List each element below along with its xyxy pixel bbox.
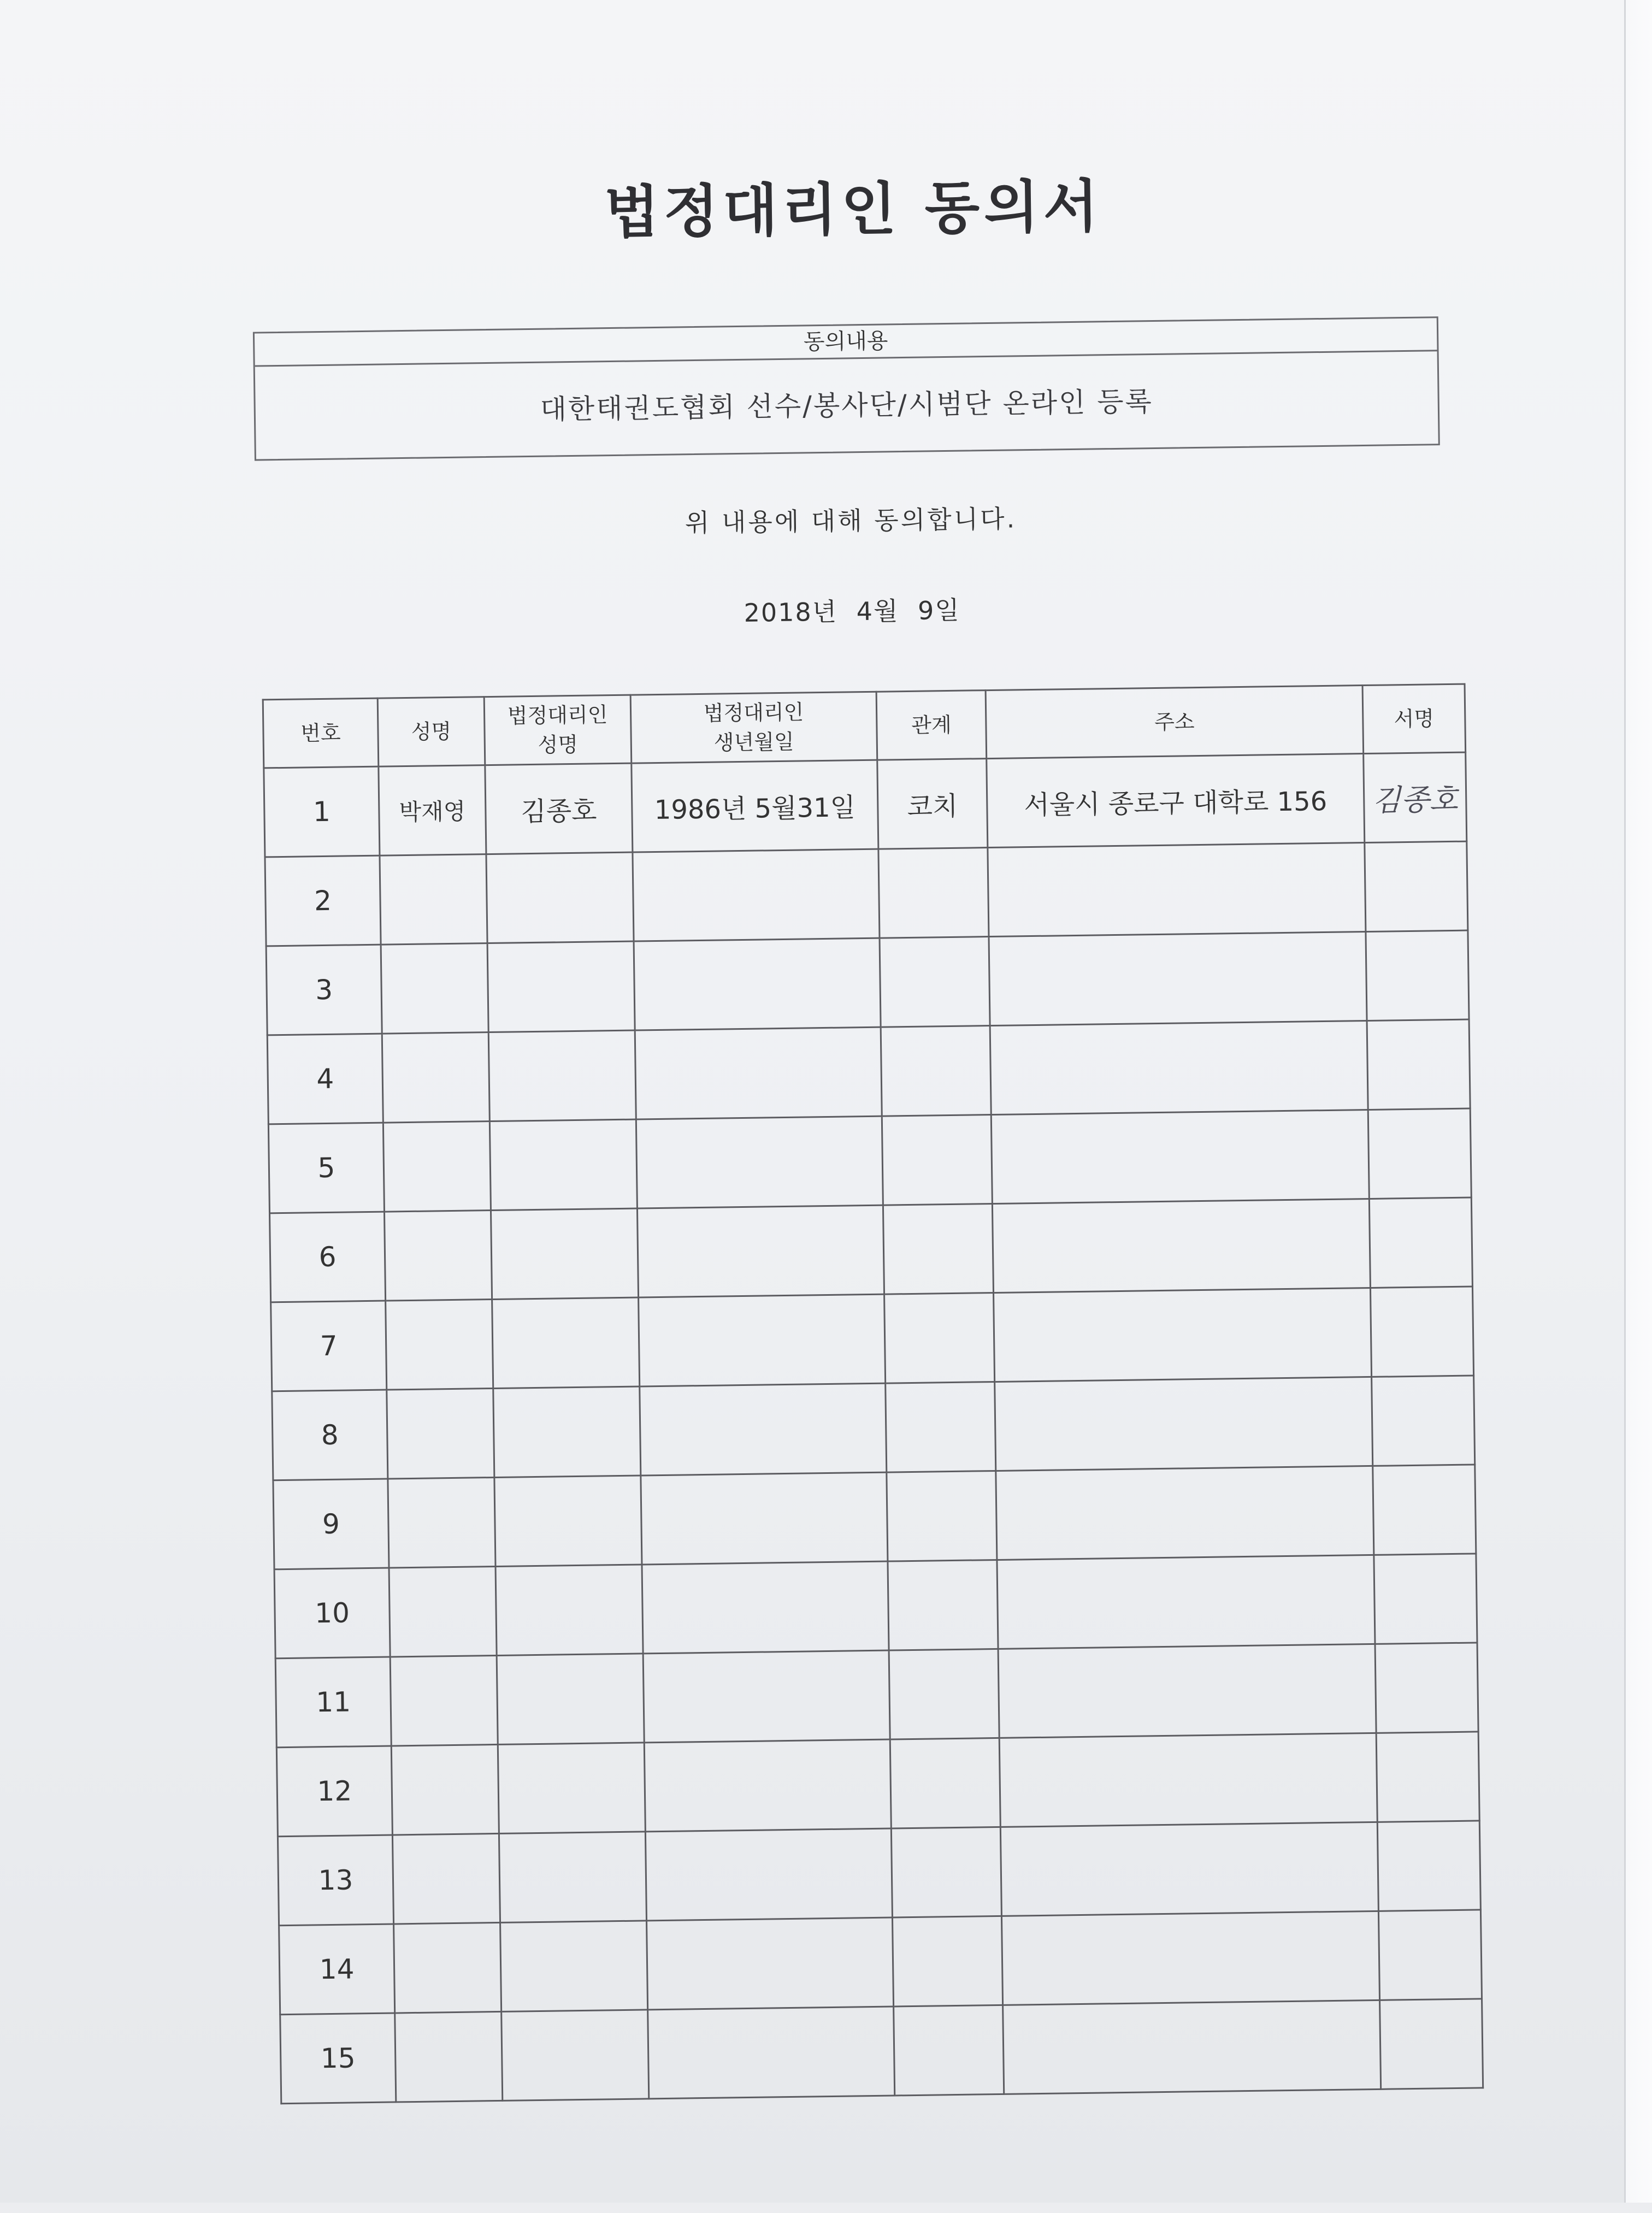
row-number: 4 <box>267 1034 383 1124</box>
table-row <box>278 1821 1480 1926</box>
row-number: 2 <box>265 855 381 946</box>
cell-guardian-birth <box>645 1828 892 1921</box>
row-number: 10 <box>274 1568 390 1659</box>
consent-content-box <box>253 316 1440 461</box>
header-name: 성명 <box>377 697 485 767</box>
cell-guardian-birth <box>642 1561 889 1654</box>
guardian-roster-table <box>262 683 1484 2105</box>
cell-relation <box>891 1827 1001 1917</box>
cell-guardian-name <box>499 1832 646 1922</box>
cell-guardian-name <box>497 1654 644 1744</box>
header-guardian-birth: 법정대리인 생년월일 <box>630 692 877 763</box>
cell-name <box>383 1122 491 1212</box>
cell-address <box>1001 1911 1379 2005</box>
cell-guardian-birth <box>634 938 881 1030</box>
cell-name <box>395 2011 503 2102</box>
cell-guardian-birth <box>643 1650 890 1743</box>
cell-address <box>992 1199 1370 1293</box>
cell-address <box>997 1555 1375 1649</box>
cell-signature <box>1376 1732 1479 1822</box>
cell-relation <box>894 2005 1004 2096</box>
table-row <box>267 1019 1470 1124</box>
agreement-statement: 위 내용에 대해 동의합니다. <box>685 504 1017 538</box>
table-row <box>268 1108 1471 1213</box>
table-row <box>272 1376 1475 1480</box>
table-row <box>280 1999 1483 2104</box>
cell-signature <box>1368 1108 1471 1199</box>
cell-name <box>381 943 488 1034</box>
cell-address <box>991 1110 1369 1203</box>
row-number: 7 <box>271 1301 387 1391</box>
row-number: 8 <box>272 1390 388 1480</box>
cell-relation <box>883 1204 993 1295</box>
cell-name <box>384 1211 492 1301</box>
row-number: 9 <box>273 1479 389 1569</box>
cell-guardian-birth <box>633 849 880 941</box>
header-address: 주소 <box>986 686 1364 759</box>
cell-guardian-name <box>489 1119 637 1210</box>
cell-name <box>387 1389 494 1479</box>
cell-address <box>996 1466 1374 1560</box>
cell-relation <box>887 1471 997 1561</box>
cell-name <box>390 1655 498 1746</box>
table-row <box>270 1197 1473 1302</box>
cell-signature <box>1377 1821 1480 1911</box>
consent-content-text: 대한태권도협회 선수/봉사단/시범단 온라인 등록 <box>540 386 1154 426</box>
cell-name <box>386 1300 493 1390</box>
header-guardian-name: 법정대리인 성명 <box>484 695 632 765</box>
cell-relation: 코치 <box>877 759 988 849</box>
cell-relation <box>878 848 989 939</box>
cell-guardian-name <box>486 852 634 943</box>
cell-guardian-birth <box>644 1739 891 1832</box>
cell-relation <box>890 1738 1000 1828</box>
cell-name <box>391 1744 499 1835</box>
cell-address <box>995 1377 1373 1471</box>
cell-guardian-birth <box>640 1383 887 1476</box>
cell-name <box>388 1477 495 1568</box>
cell-guardian-birth <box>647 1917 894 2010</box>
cell-guardian-name <box>495 1565 643 1655</box>
header-number: 번호 <box>263 698 379 768</box>
row-number: 14 <box>279 1924 395 2015</box>
cell-guardian-birth <box>637 1205 884 1297</box>
cell-guardian-birth <box>635 1027 882 1119</box>
document-title: 법정대리인 동의서 <box>604 173 1103 246</box>
header-signature: 서명 <box>1362 684 1466 753</box>
cell-guardian-name <box>502 2010 649 2100</box>
cell-relation <box>884 1293 995 1384</box>
cell-name <box>394 1922 502 2013</box>
cell-guardian-birth <box>641 1472 888 1565</box>
table-row <box>274 1554 1477 1659</box>
cell-guardian-name <box>500 1921 648 2011</box>
cell-address <box>988 843 1366 937</box>
cell-signature <box>1380 1999 1483 2089</box>
cell-address <box>994 1288 1372 1382</box>
cell-relation <box>888 1560 998 1650</box>
cell-signature <box>1370 1287 1473 1377</box>
cell-address <box>998 1644 1376 1738</box>
cell-guardian-name <box>492 1297 640 1388</box>
table-row <box>276 1732 1479 1837</box>
cell-relation <box>889 1649 999 1739</box>
cell-signature: 김종호 <box>1364 752 1467 842</box>
table-row <box>273 1465 1476 1569</box>
cell-address <box>999 1733 1377 1827</box>
cell-guardian-name <box>494 1476 642 1566</box>
cell-signature <box>1373 1465 1476 1555</box>
cell-address <box>990 1021 1368 1115</box>
row-number: 12 <box>276 1746 392 1837</box>
cell-signature <box>1374 1554 1477 1644</box>
row-number: 1 <box>264 766 380 857</box>
table-row <box>275 1643 1478 1748</box>
table-row <box>271 1287 1474 1391</box>
row-number: 15 <box>280 2013 396 2104</box>
cell-signature <box>1369 1197 1472 1288</box>
cell-address <box>1003 2000 1381 2094</box>
document-date: 2018년 4월 9일 <box>744 595 961 628</box>
cell-guardian-name <box>493 1386 641 1477</box>
table-row <box>264 752 1467 857</box>
cell-signature <box>1375 1643 1478 1733</box>
row-number: 13 <box>278 1835 393 1926</box>
cell-name <box>392 1833 500 1924</box>
table-row <box>266 930 1469 1035</box>
cell-address: 서울시 종로구 대학로 156 <box>987 754 1365 848</box>
cell-guardian-birth: 1986년 5월31일 <box>632 760 878 852</box>
consent-content-header: 동의내용 <box>255 318 1437 367</box>
cell-relation <box>882 1115 992 1206</box>
row-number: 6 <box>270 1212 386 1302</box>
table-row <box>279 1910 1482 2015</box>
cell-name <box>382 1032 489 1123</box>
cell-guardian-name: 김종호 <box>485 763 633 854</box>
row-number: 3 <box>266 945 382 1035</box>
cell-guardian-birth <box>639 1294 886 1386</box>
row-number: 11 <box>275 1657 391 1748</box>
cell-signature <box>1367 1019 1470 1110</box>
cell-address <box>989 932 1367 1026</box>
cell-guardian-birth <box>636 1116 883 1208</box>
cell-signature <box>1365 841 1468 931</box>
cell-name <box>389 1566 497 1657</box>
table-row <box>265 841 1468 946</box>
cell-guardian-birth <box>648 2007 895 2099</box>
roster-body <box>264 752 1483 2104</box>
cell-guardian-name <box>488 1030 636 1121</box>
cell-relation <box>880 937 990 1028</box>
cell-relation <box>886 1382 996 1472</box>
cell-guardian-name <box>498 1743 645 1833</box>
cell-signature <box>1366 930 1469 1020</box>
cell-name <box>380 854 487 945</box>
cell-address <box>1000 1822 1378 1916</box>
cell-relation <box>892 1916 1002 2007</box>
cell-signature <box>1372 1376 1475 1466</box>
cell-signature <box>1378 1910 1482 2000</box>
cell-name: 박재영 <box>379 765 486 856</box>
cell-relation <box>881 1026 991 1117</box>
cell-guardian-name <box>487 941 635 1032</box>
cell-guardian-name <box>491 1208 638 1299</box>
header-relation: 관계 <box>876 691 987 760</box>
row-number: 5 <box>268 1123 384 1213</box>
